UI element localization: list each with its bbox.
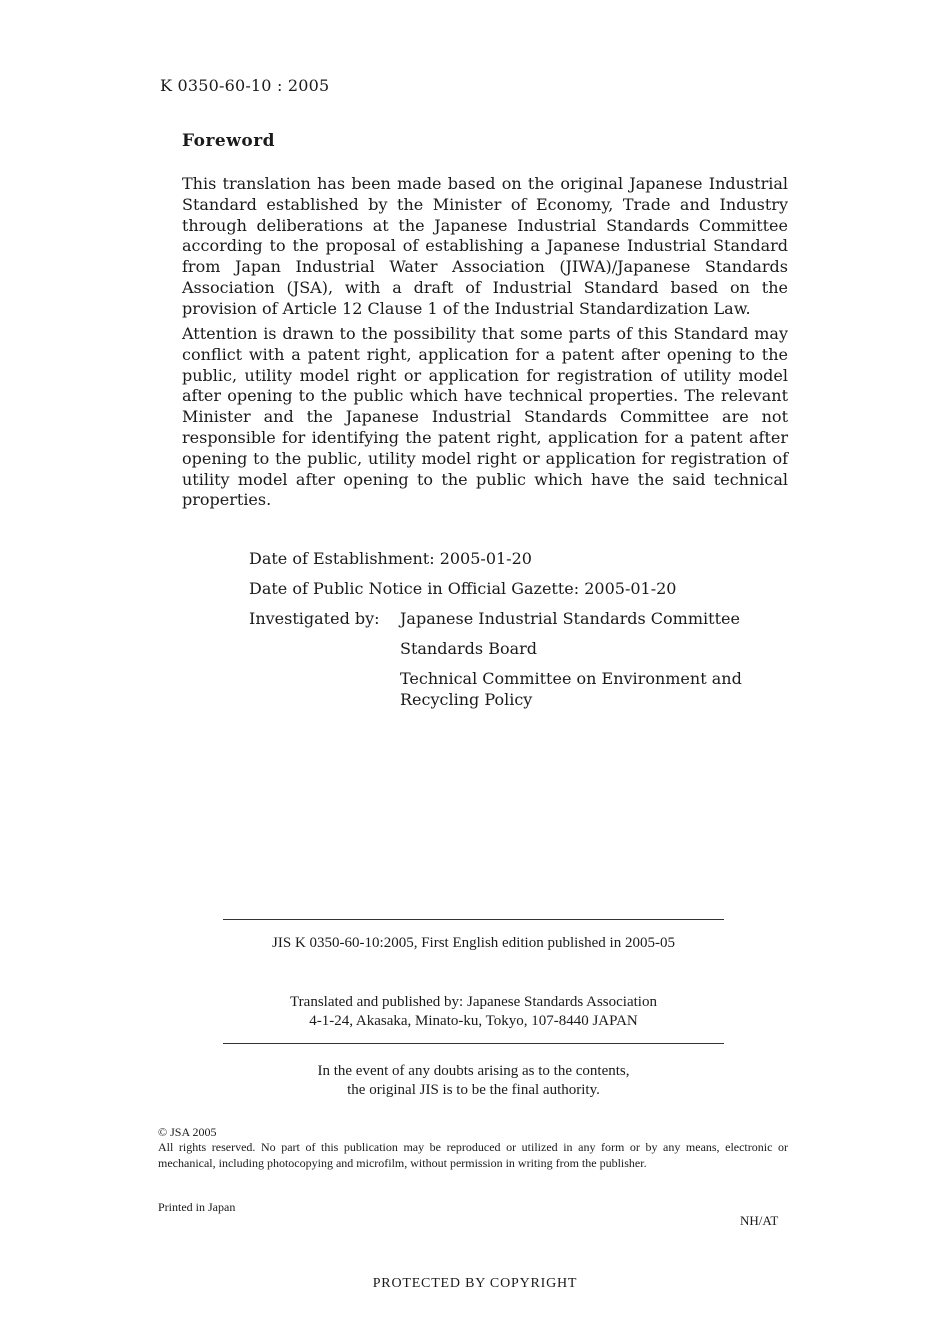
rights-statement: All rights reserved. No part of this publication may be reproduced or utilized in any form or by any means, electronic or mechanical, including photocopying and microfilm, without permission in writing from the publisher. — [158, 1140, 788, 1170]
establishment-date: Date of Establishment: 2005-01-20 — [249, 549, 532, 568]
investigating-body: Standards Board — [400, 639, 538, 658]
divider-top — [223, 919, 724, 920]
copyright-notice: © JSA 2005 — [158, 1125, 217, 1139]
authority-note — [223, 1062, 724, 1100]
investigating-body: Japanese Industrial Standards Committee — [400, 609, 740, 628]
divider-bottom — [223, 1043, 724, 1044]
edition-statement: JIS K 0350-60-10:2005, First English edition published in 2005-05 — [272, 935, 675, 951]
publisher-address: 4-1-24, Akasaka, Minato-ku, Tokyo, 107-8440 JAPAN — [309, 1013, 638, 1029]
publisher-line: Translated and published by: Japanese Standards Association — [290, 994, 657, 1010]
foreword-paragraph-1: This translation has been made based on the original Japanese Industrial Standard established by the Minister of Economy, Trade and Industry through deliberations at the Japanese Industrial Standards Committee according to the proposal of establishing a Japanese Industrial Standard from Japan Industrial Water Association (JIWA)/Japanese Standards Association (JSA), with a draft of Industrial Standard based on the provision of Article 12 Clause 1 of the Industrial Standardization Law. — [182, 174, 788, 318]
foreword-heading: Foreword — [182, 131, 276, 151]
authority-line: In the event of any doubts arising as to the contents, — [317, 1063, 630, 1079]
document-code: NH/AT — [740, 1213, 779, 1228]
standard-number: K 0350-60-10 : 2005 — [160, 76, 330, 95]
authority-line: the original JIS is to be the final authority. — [347, 1082, 600, 1098]
foreword-paragraph-2: Attention is drawn to the possibility that some parts of this Standard may conflict with a patent right, application for a patent after opening to the public, utility model right or application for registration of utility model after opening to the public which have technical properties. The relevant Minister and the Japanese Industrial Standards Committee are not responsible for identifying the patent right, application for a patent after opening to the public, utility model right or application for registration of utility model after opening to the public which have the said technical properties. — [182, 324, 788, 510]
investigated-by-label: Investigated by: — [249, 609, 380, 628]
publisher-block — [223, 993, 724, 1031]
gazette-date: Date of Public Notice in Official Gazette: 2005-01-20 — [249, 579, 677, 598]
protected-notice: PROTECTED BY COPYRIGHT — [372, 1276, 578, 1291]
investigating-body: Technical Committee on Environment and Recycling Policy — [400, 669, 742, 709]
printed-in: Printed in Japan — [158, 1200, 236, 1214]
